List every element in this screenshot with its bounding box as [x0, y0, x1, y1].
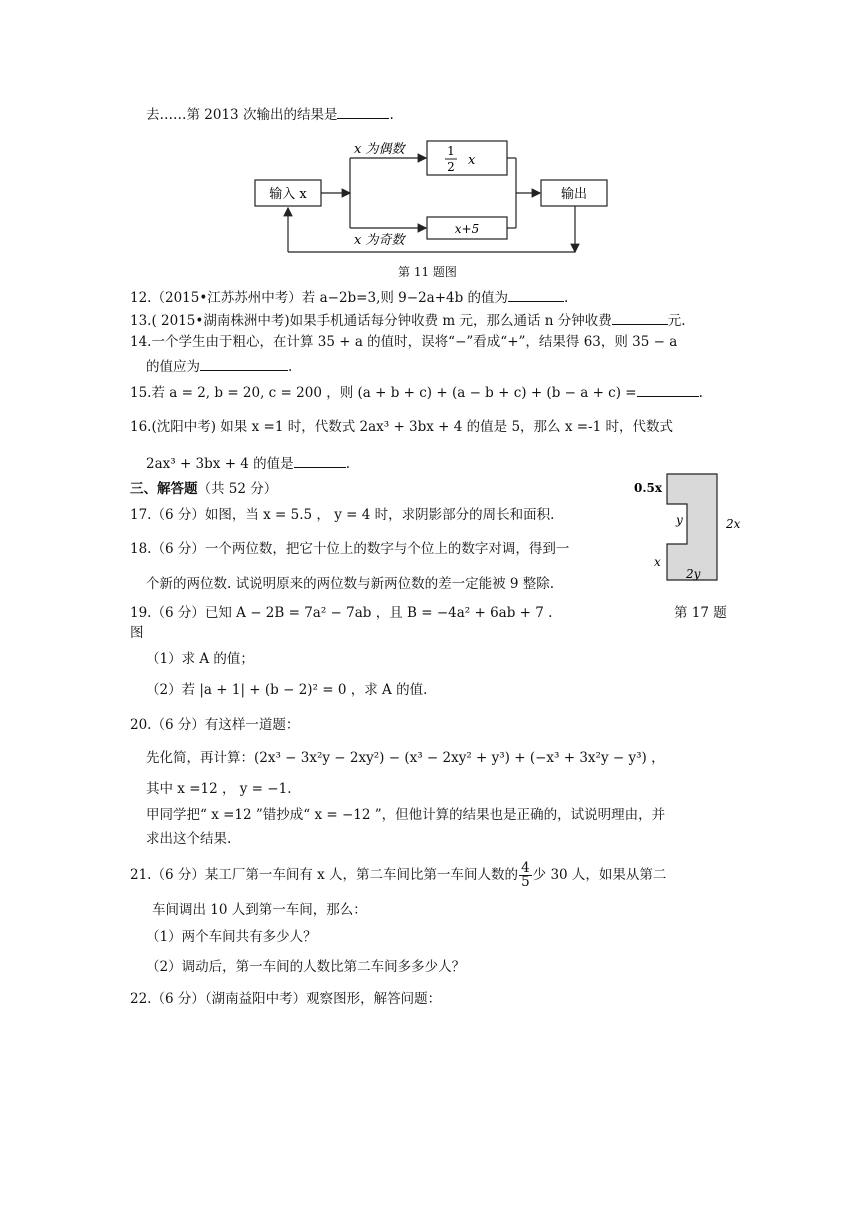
figure11-caption: 第 11 题图	[398, 265, 457, 279]
svg-text:2y: 2y	[686, 567, 701, 581]
section3-heading: 三、解答题（共 52 分）	[130, 481, 278, 497]
flowchart-diagram	[250, 134, 620, 284]
q22: 22.（6 分）（湖南益阳中考）观察图形，解答问题：	[130, 991, 442, 1007]
q13: 13.( 2015•湖南株洲中考)如果手机通话每分钟收费 m 元，那么通话 n 分钟收费 元.	[130, 310, 686, 330]
svg-text:2: 2	[447, 160, 455, 174]
q17: 17.（6 分）如图，当 x = 5.5 ， y = 4 时，求阴影部分的周长和面积.	[130, 507, 555, 523]
output-label: 输出	[560, 187, 588, 202]
q20-line3: 其中 x =12 ， y = −1.	[146, 781, 292, 797]
figure17-caption-tail: 图	[130, 625, 144, 641]
q12: 12.（2015•江苏苏州中考）若 a−2b=3,则 9−2a+4b 的值为 .	[130, 287, 568, 307]
q20-line5: 求出这个结果.	[146, 831, 232, 847]
q21: 21.（6 分）某工厂第一车间有 x 人，第二车间比第一车间人数的 $\frac{4}{5}$ 少 30 人，如果从第二	[130, 860, 667, 890]
q20-line2: 先化简，再计算：(2x³ − 3x²y − 2xy²) − (x³ − 2xy² + y³) + (−x³ + 3x²y − y³) ，	[146, 750, 665, 766]
q14-line2: 的值应为 .	[146, 356, 292, 376]
svg-text:y: y	[676, 513, 683, 527]
q19-sub1: （1）求 A 的值；	[146, 651, 254, 667]
svg-text:2x: 2x	[726, 517, 741, 531]
even-label: x 为偶数	[354, 142, 405, 157]
svg-text:0.5x: 0.5x	[634, 481, 663, 495]
q21-sub2: （2）调动后，第一车间的人数比第二车间多多少人？	[146, 959, 466, 975]
q16: 16.(沈阳中考) 如果 x =1 时，代数式 2ax³ + 3bx + 4 的值是 5，那么 x =-1 时，代数式	[130, 419, 673, 435]
half-box	[427, 141, 507, 175]
q21-fraction: $\frac{4}{5}$	[521, 860, 530, 890]
q20-line4: 甲同学把“ x =12 ”错抄成“ x = −12 ”，但他计算的结果也是正确的，试说明理由，并	[146, 807, 666, 823]
q19-sub2: （2）若 |a + 1| + (b − 2)² = 0 ，求 A 的值.	[146, 682, 428, 698]
q16-line2: 2ax³ + 3bx + 4 的值是 .	[146, 453, 350, 473]
q20: 20.（6 分）有这样一道题：	[130, 717, 300, 733]
q18-line2: 个新的两位数. 试说明原来的两位数与新两位数的差一定能被 9 整除.	[146, 576, 555, 592]
q21-line2: 车间调出 10 人到第一车间，那么：	[152, 902, 367, 918]
svg-text:1: 1	[447, 144, 455, 158]
svg-text:x+5: x+5	[454, 222, 480, 236]
odd-label: x 为奇数	[354, 233, 405, 248]
figure17-diagram	[632, 466, 742, 594]
q11-tail: 去……第 2013 次输出的结果是 .	[146, 104, 394, 124]
q18: 18.（6 分）一个两位数，把它十位上的数字与个位上的数字对调，得到一	[130, 541, 570, 557]
svg-text:x: x	[468, 153, 476, 168]
input-label: 输入 x	[269, 187, 307, 202]
figure17-caption: 第 17 题	[674, 605, 727, 621]
svg-text:x: x	[654, 555, 661, 569]
q14: 14.一个学生由于粗心，在计算 35 + a 的值时，误将“−”看成“+”，结果得 63，则 35 − a	[130, 334, 678, 350]
q15: 15.若 a = 2, b = 20, c = 200 ，则 (a + b + c) + (a − b + c) + (b − a + c) = .	[130, 382, 703, 402]
q19: 19.（6 分）已知 A − 2B = 7a² − 7ab ，且 B = −4a² + 6ab + 7 .	[130, 605, 553, 621]
q21-sub1: （1）两个车间共有多少人？	[146, 929, 317, 945]
